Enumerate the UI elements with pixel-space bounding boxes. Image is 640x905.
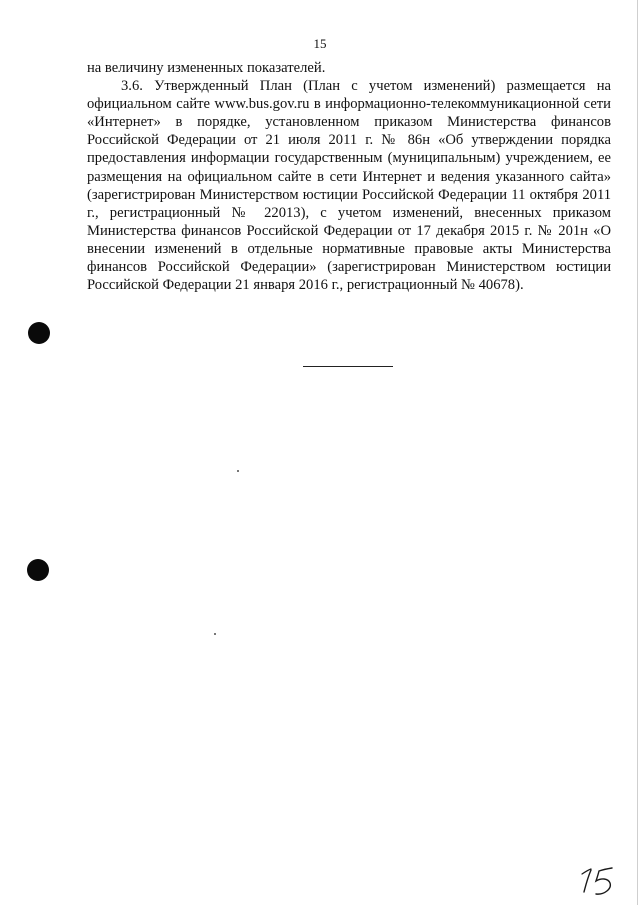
punch-hole-bottom [27, 559, 49, 581]
closing-separator-line [303, 366, 393, 367]
paragraph-continuation: на величину измененных показателей. [87, 60, 326, 76]
page-edge [637, 0, 638, 905]
document-body [87, 59, 611, 294]
paragraph-3-6: 3.6. Утвержденный План (План с учетом изменений) размещается на официальном сайте www.bus.gov.ru в информационно-телекоммуникационной сети «Интернет» в порядке, установленном приказом Министерства финансов Российской Федерации от 21 июля 2011 г. № 86н «Об утверждении порядка предоставления информации государственным (муниципальным) учреждением, ее размещения на официальном сайте в сети Интернет и ведения указанного сайта» (зарегистрирован Министерством юстиции Российской Федерации 11 октября 2011 г., регистрационный № 22013), с учетом изменений, внесенных приказом Министерства финансов Российской Федерации от 17 декабря 2015 г. № 201н «О внесении изменений в отдельные нормативные правовые акты Министерства финансов Российской Федерации» (зарегистрирован Министерством юстиции Российской Федерации 21 января 2016 г., регистрационный № 40678). [87, 78, 611, 294]
handwritten-page-number-mark [578, 864, 626, 898]
scan-speck [237, 470, 239, 472]
scan-speck [214, 633, 216, 635]
page-number: 15 [313, 36, 327, 51]
punch-hole-top [28, 322, 50, 344]
